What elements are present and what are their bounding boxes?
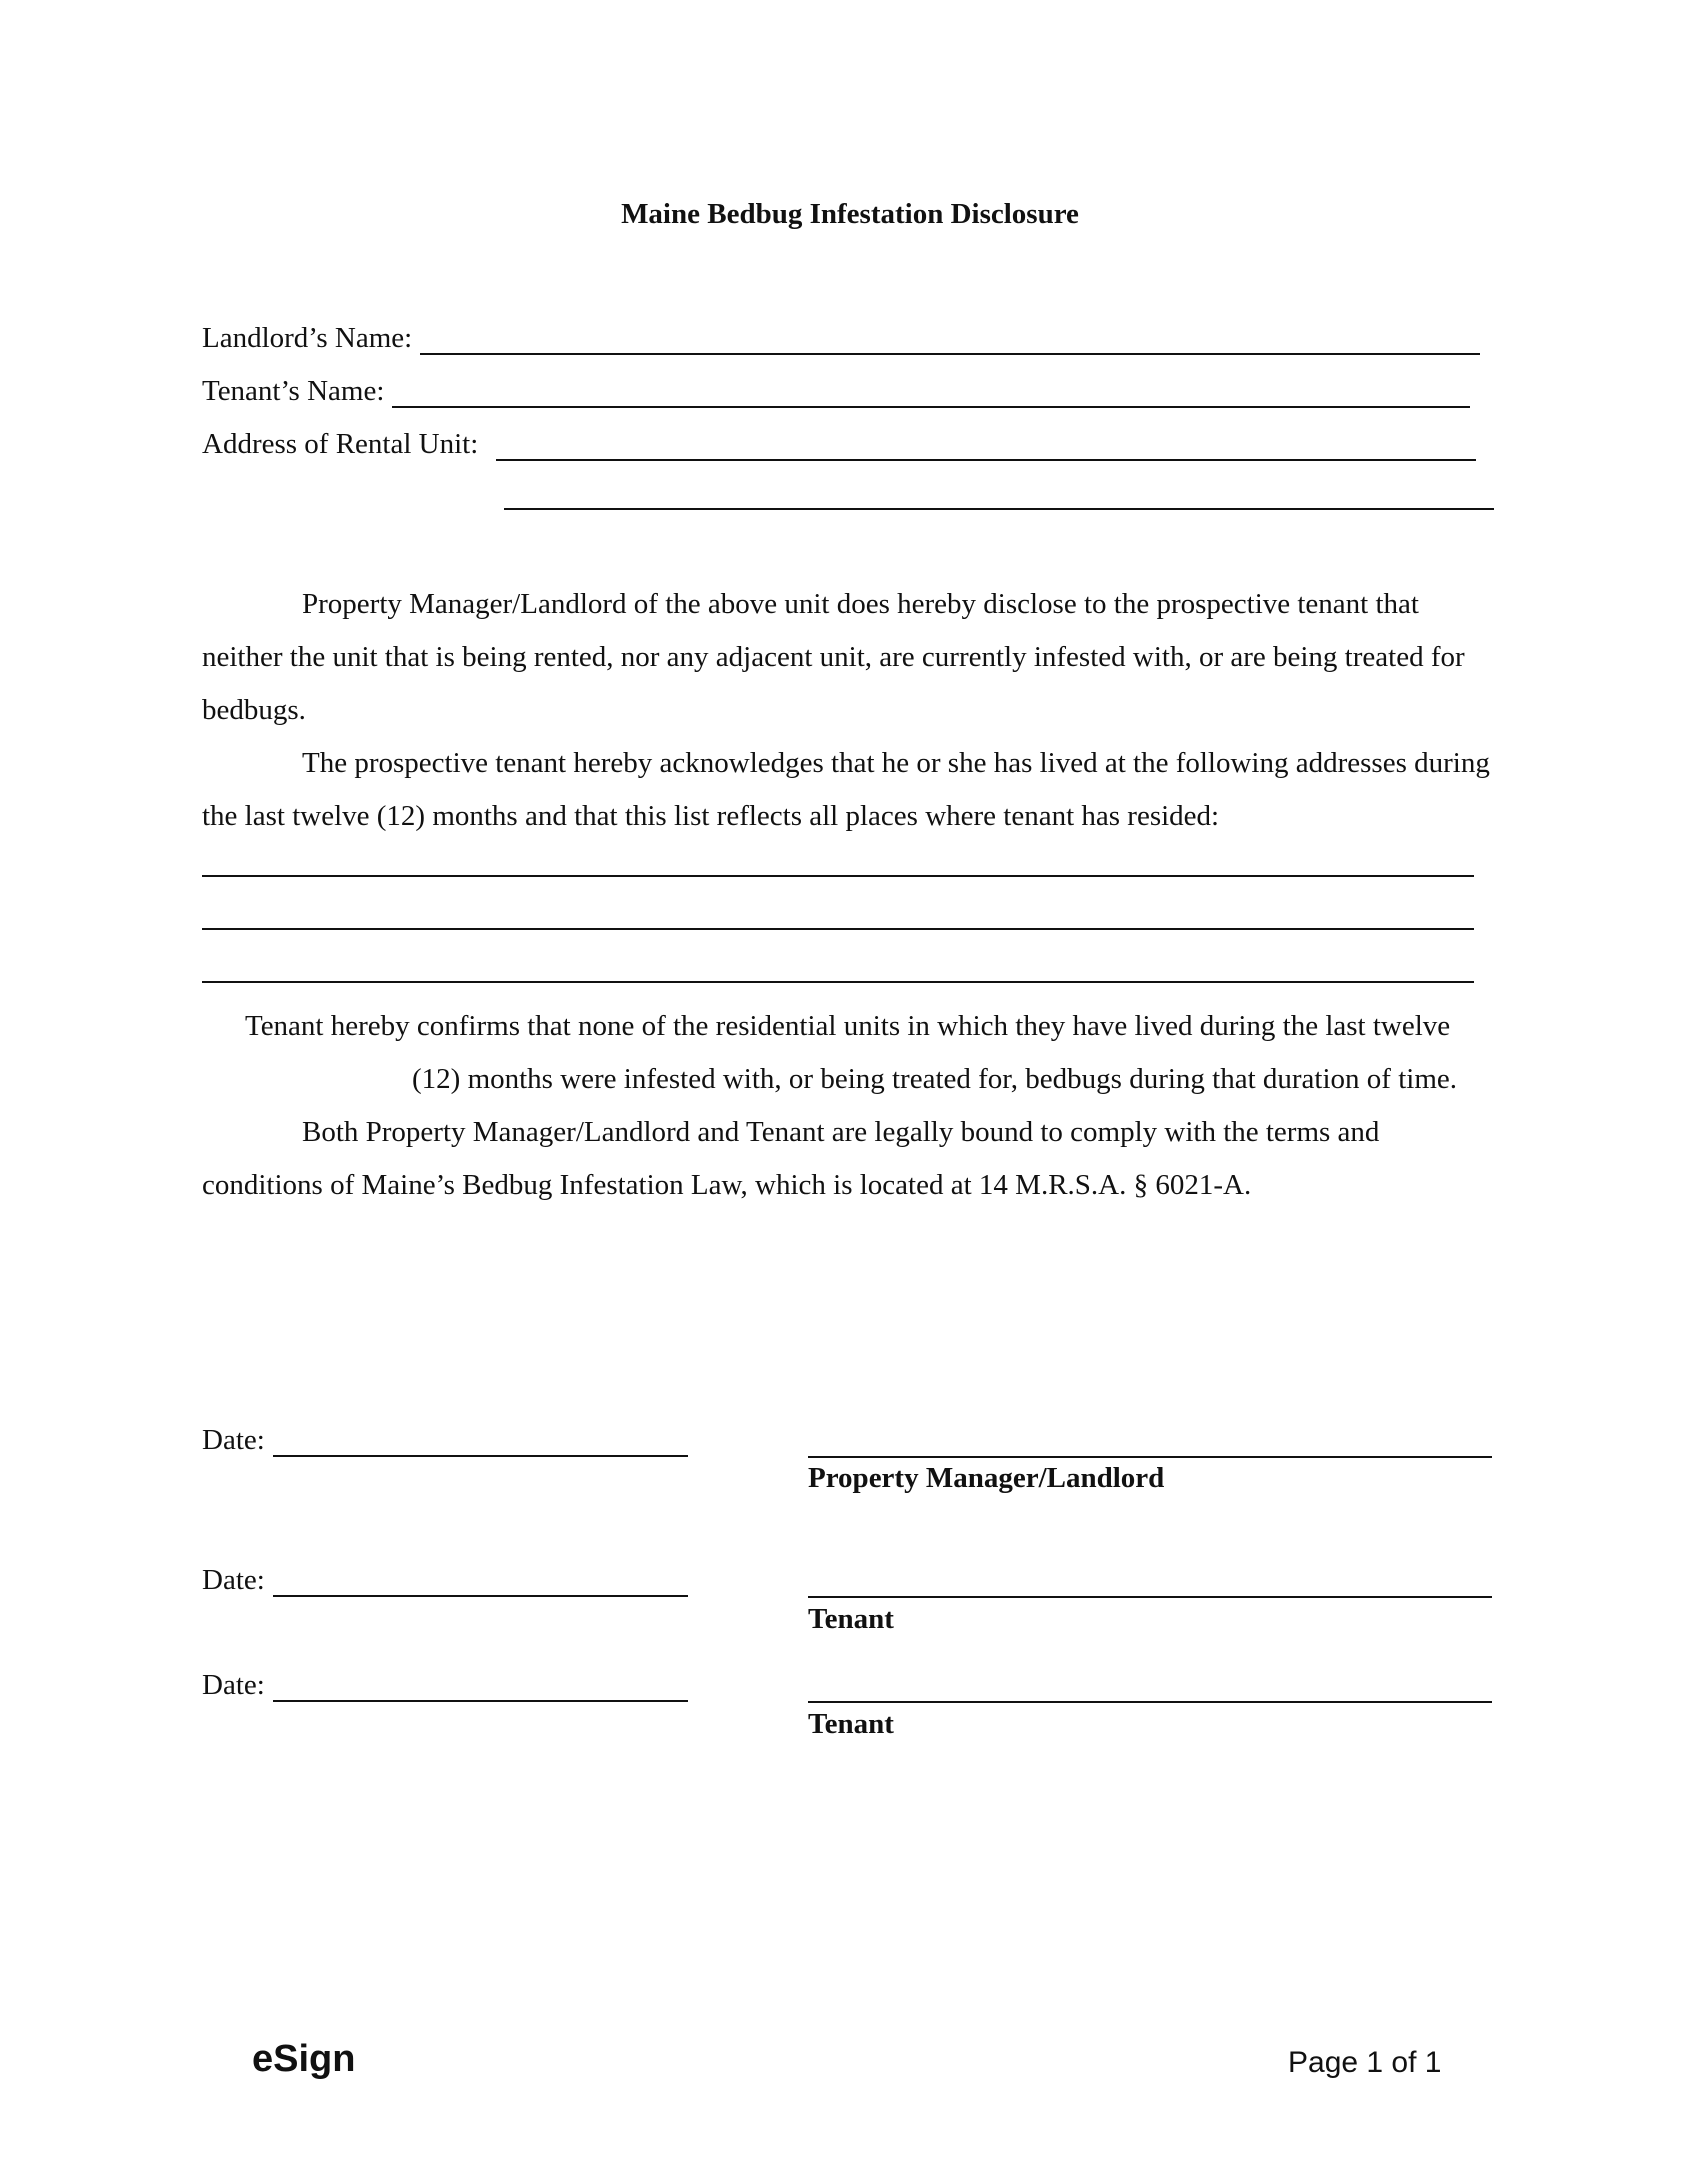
signature-role-tenant-1: Tenant bbox=[808, 1603, 894, 1635]
confirmation-line-2: (12) months were infested with, or being treated for, bedbugs during that duration of time. bbox=[412, 1063, 1457, 1095]
date-label-1: Date: bbox=[202, 1424, 265, 1456]
date-label-2: Date: bbox=[202, 1564, 265, 1596]
signature-line-tenant-1[interactable] bbox=[808, 1596, 1492, 1598]
date-line-2[interactable] bbox=[273, 1569, 688, 1597]
signature-role-landlord: Property Manager/Landlord bbox=[808, 1462, 1165, 1494]
tenant-name-label: Tenant’s Name: bbox=[202, 375, 385, 407]
compliance-paragraph: Both Property Manager/Landlord and Tenant are legally bound to comply with the terms and conditions of Maine’s Bedbug Infestation Law, which is located at 14 M.R.S.A. § 6021-A. bbox=[202, 1116, 1380, 1201]
document-title: Maine Bedbug Infestation Disclosure bbox=[621, 198, 1079, 230]
page-number: Page 1 of 1 bbox=[1288, 2046, 1442, 2079]
signature-line-landlord[interactable] bbox=[808, 1456, 1492, 1458]
date-line-1[interactable] bbox=[273, 1429, 688, 1457]
date-field-2 bbox=[202, 1564, 688, 1597]
signature-role-tenant-2: Tenant bbox=[808, 1708, 894, 1740]
address-history-line-3[interactable] bbox=[202, 981, 1474, 983]
address-line-2[interactable] bbox=[504, 508, 1494, 510]
confirmation-line-1: Tenant hereby confirms that none of the residential units in which they have lived during the last twelve bbox=[245, 1010, 1451, 1042]
date-field-1 bbox=[202, 1424, 688, 1457]
address-line-1[interactable] bbox=[496, 433, 1476, 461]
address-history-line-1[interactable] bbox=[202, 875, 1474, 877]
landlord-name-line[interactable] bbox=[420, 327, 1480, 355]
date-label-3: Date: bbox=[202, 1669, 265, 1701]
tenant-name-field bbox=[202, 375, 1470, 408]
esign-logo: eSign bbox=[252, 2038, 356, 2080]
disclosure-paragraph: Property Manager/Landlord of the above unit does hereby disclose to the prospective tenant that neither the unit that is being rented, nor any adjacent unit, are currently infested with, or are being treated for bedbugs. bbox=[202, 588, 1465, 726]
landlord-name-field bbox=[202, 322, 1480, 355]
address-label: Address of Rental Unit: bbox=[202, 428, 479, 460]
tenant-name-line[interactable] bbox=[392, 380, 1470, 408]
address-history-line-2[interactable] bbox=[202, 928, 1474, 930]
date-field-3 bbox=[202, 1669, 688, 1702]
acknowledgement-paragraph: The prospective tenant hereby acknowledges that he or she has lived at the following addresses during the last twelve (12) months and that this list reflects all places where tenant has resided: bbox=[202, 747, 1490, 832]
signature-line-tenant-2[interactable] bbox=[808, 1701, 1492, 1703]
date-line-3[interactable] bbox=[273, 1674, 688, 1702]
landlord-name-label: Landlord’s Name: bbox=[202, 322, 413, 354]
address-field bbox=[202, 428, 1476, 461]
